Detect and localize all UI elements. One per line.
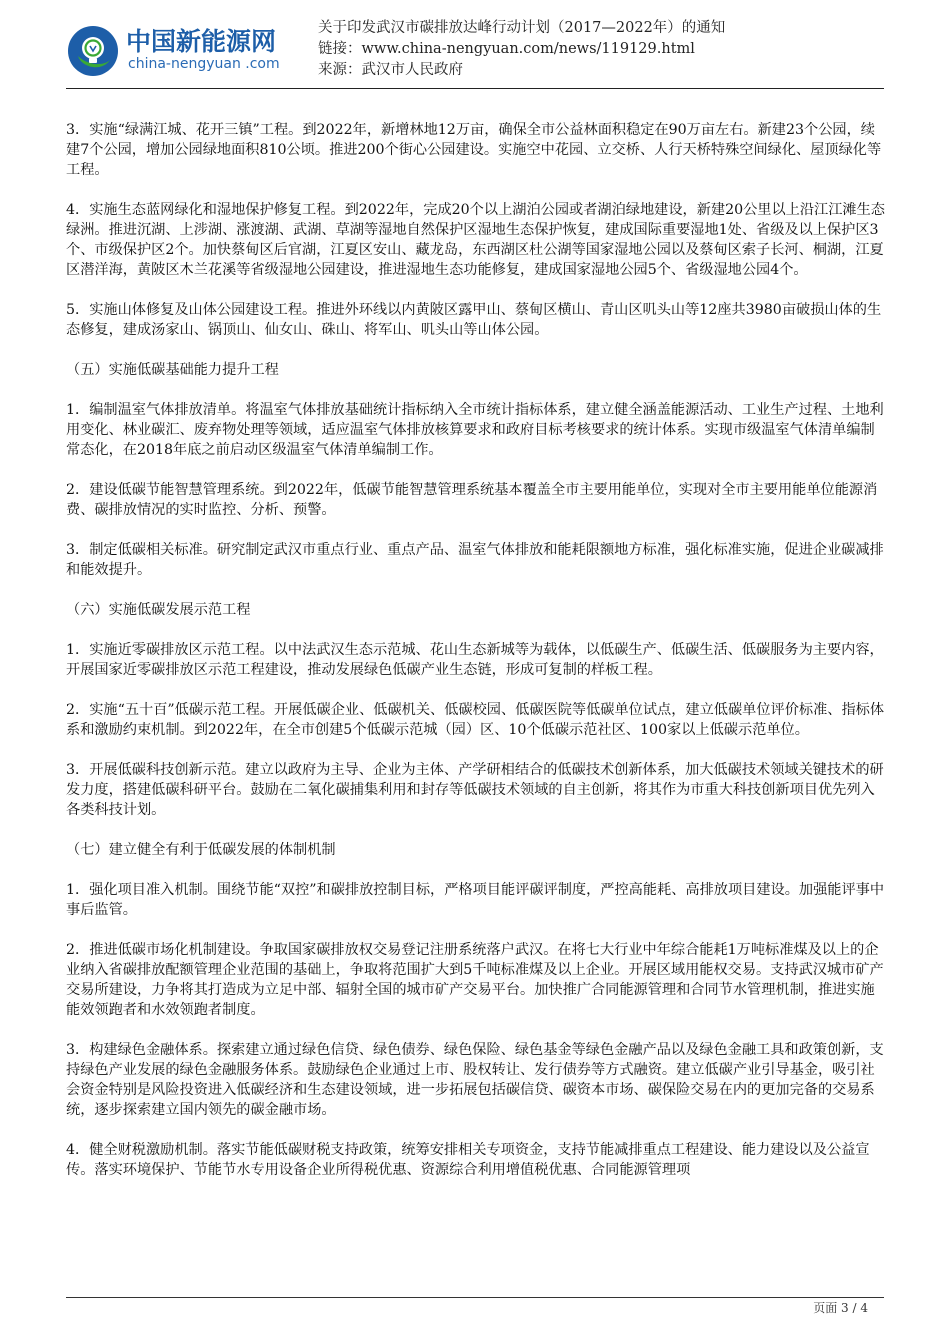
paragraph: 2．推进低碳市场化机制建设。争取国家碳排放权交易登记注册系统落户武汉。在将七大行业中年综合能耗1万吨标准煤及以上的企业纳入省碳排放配额管理企业范围的基础上，争取将范围扩大到5千吨标准煤及以上企业。开展区域用能权交易。支持武汉城市矿产交易所建设，力争将其打造成为立足中部、辐射全国的城市矿产交易平台。加快推广合同能源管理和合同节水管理机制，推进实施能效领跑者和水效领跑者制度。 — [66, 942, 884, 1018]
logo-title: 中国新能源网 — [126, 27, 277, 56]
paragraph: 2．建设低碳节能智慧管理系统。到2022年，低碳节能智慧管理系统基本覆盖全市主要用能单位，实现对全市主要用能单位能源消费、碳排放情况的实时监控、分析、预警。 — [66, 482, 878, 518]
paragraph: 3．实施“绿满江城、花开三镇”工程。到2022年，新增林地12万亩，确保全市公益林面积稳定在90万亩左右。新建23个公园，续建7个公园，增加公园绿地面积810公顷。推进200个街心公园建设。实施空中花园、立交桥、人行天桥特殊空间绿化、屋顶绿化等工程。 — [66, 122, 882, 178]
paragraph: 2．实施“五十百”低碳示范工程。开展低碳企业、低碳机关、低碳校园、低碳医院等低碳单位试点，建立低碳单位评价标准、指标体系和激励约束机制。到2022年，在全市创建5个低碳示范城（园）区、10个低碳示范社区、100家以上低碳示范单位。 — [66, 702, 885, 738]
paragraph: 1．编制温室气体排放清单。将温室气体排放基础统计指标纳入全市统计指标体系，建立健全涵盖能源活动、工业生产过程、土地利用变化、林业碳汇、废弃物处理等领域，适应温室气体排放核算要求和政府目标考核要求的统计体系。实现市级温室气体清单编制常态化，在2018年底之前启动区级温室气体清单编制工作。 — [66, 402, 884, 458]
lightbulb-logo-icon — [66, 24, 120, 78]
paragraph: 3．开展低碳科技创新示范。建立以政府为主导、企业为主体、产学研相结合的低碳技术创新体系，加大低碳技术领域关键技术的研发力度，搭建低碳科研平台。鼓励在二氧化碳捕集利用和封存等低碳技术领域的自主创新，将其作为市重大科技创新项目优先列入各类科技计划。 — [66, 762, 884, 818]
section-heading: （七）建立健全有利于低碳发展的体制机制 — [66, 842, 336, 858]
page-number: 页面 3 / 4 — [813, 1301, 868, 1315]
paragraph: 1．强化项目准入机制。围绕节能“双控”和碳排放控制目标，严格项目能评碳评制度，严控高能耗、高排放项目建设。加强能评事中事后监管。 — [66, 882, 885, 918]
paragraph: 3．构建绿色金融体系。探索建立通过绿色信贷、绿色债券、绿色保险、绿色基金等绿色金融产品以及绿色金融工具和政策创新，支持绿色产业发展的绿色金融服务体系。鼓励绿色企业通过上市、股权转让、发行债券等方式融资。建立低碳产业引导基金，吸引社会资金特别是风险投资进入低碳经济和生态建设领域，进一步拓展包括碳信贷、碳资本市场、碳保险交易在内的更加完备的交易系统，逐步探索建立国内领先的碳金融市场。 — [66, 1042, 884, 1118]
paragraph: 1．实施近零碳排放区示范工程。以中法武汉生态示范城、花山生态新城等为载体，以低碳生产、低碳生活、低碳服务为主要内容，开展国家近零碳排放区示范工程建设，推动发展绿色低碳产业生态链，形成可复制的样板工程。 — [66, 642, 884, 678]
paragraph: 5．实施山体修复及山体公园建设工程。推进外环线以内黄陂区露甲山、蔡甸区横山、青山区叽头山等12座共3980亩破损山体的生态修复，建成汤家山、锅顶山、仙女山、硃山、将军山、叽头山等山体公园。 — [66, 302, 882, 338]
site-logo[interactable] — [66, 20, 306, 82]
logo-subtitle: china-nengyuan .com — [128, 56, 280, 72]
document-meta — [318, 18, 725, 81]
section-heading: （五）实施低碳基础能力提升工程 — [66, 362, 279, 378]
document-link[interactable]: 链接：www.china-nengyuan.com/news/119129.html — [318, 41, 695, 57]
document-body — [66, 120, 886, 1200]
page-header — [66, 14, 884, 89]
document-source: 来源：武汉市人民政府 — [318, 62, 463, 78]
section-heading: （六）实施低碳发展示范工程 — [66, 602, 251, 618]
footer-divider — [66, 1297, 884, 1298]
document-title: 关于印发武汉市碳排放达峰行动计划（2017—2022年）的通知 — [318, 20, 726, 36]
paragraph: 4．实施生态蓝网绿化和湿地保护修复工程。到2022年，完成20个以上湖泊公园或者湖泊绿地建设，新建20公里以上沿江江滩生态绿洲。推进沉湖、上涉湖、涨渡湖、武湖、草湖等湿地自然保护区湿地生态保护恢复，建成国际重要湿地1处、省级及以上保护区3个、市级保护区2个。加快蔡甸区后官湖，江夏区安山、藏龙岛，东西湖区杜公湖等国家湿地公园以及蔡甸区索子长河、桐湖，江夏区潜洋海，黄陂区木兰花溪等省级湿地公园建设，推进湿地生态功能修复，建成国家湿地公园5个、省级湿地公园4个。 — [66, 202, 885, 278]
paragraph: 4．健全财税激励机制。落实节能低碳财税支持政策，统筹安排相关专项资金，支持节能减排重点工程建设、能力建设以及公益宣传。落实环境保护、节能节水专用设备企业所得税优惠、资源综合利用增值税优惠、合同能源管理项 — [66, 1142, 870, 1178]
paragraph: 3．制定低碳相关标准。研究制定武汉市重点行业、重点产品、温室气体排放和能耗限额地方标准，强化标准实施，促进企业碳减排和能效提升。 — [66, 542, 884, 578]
